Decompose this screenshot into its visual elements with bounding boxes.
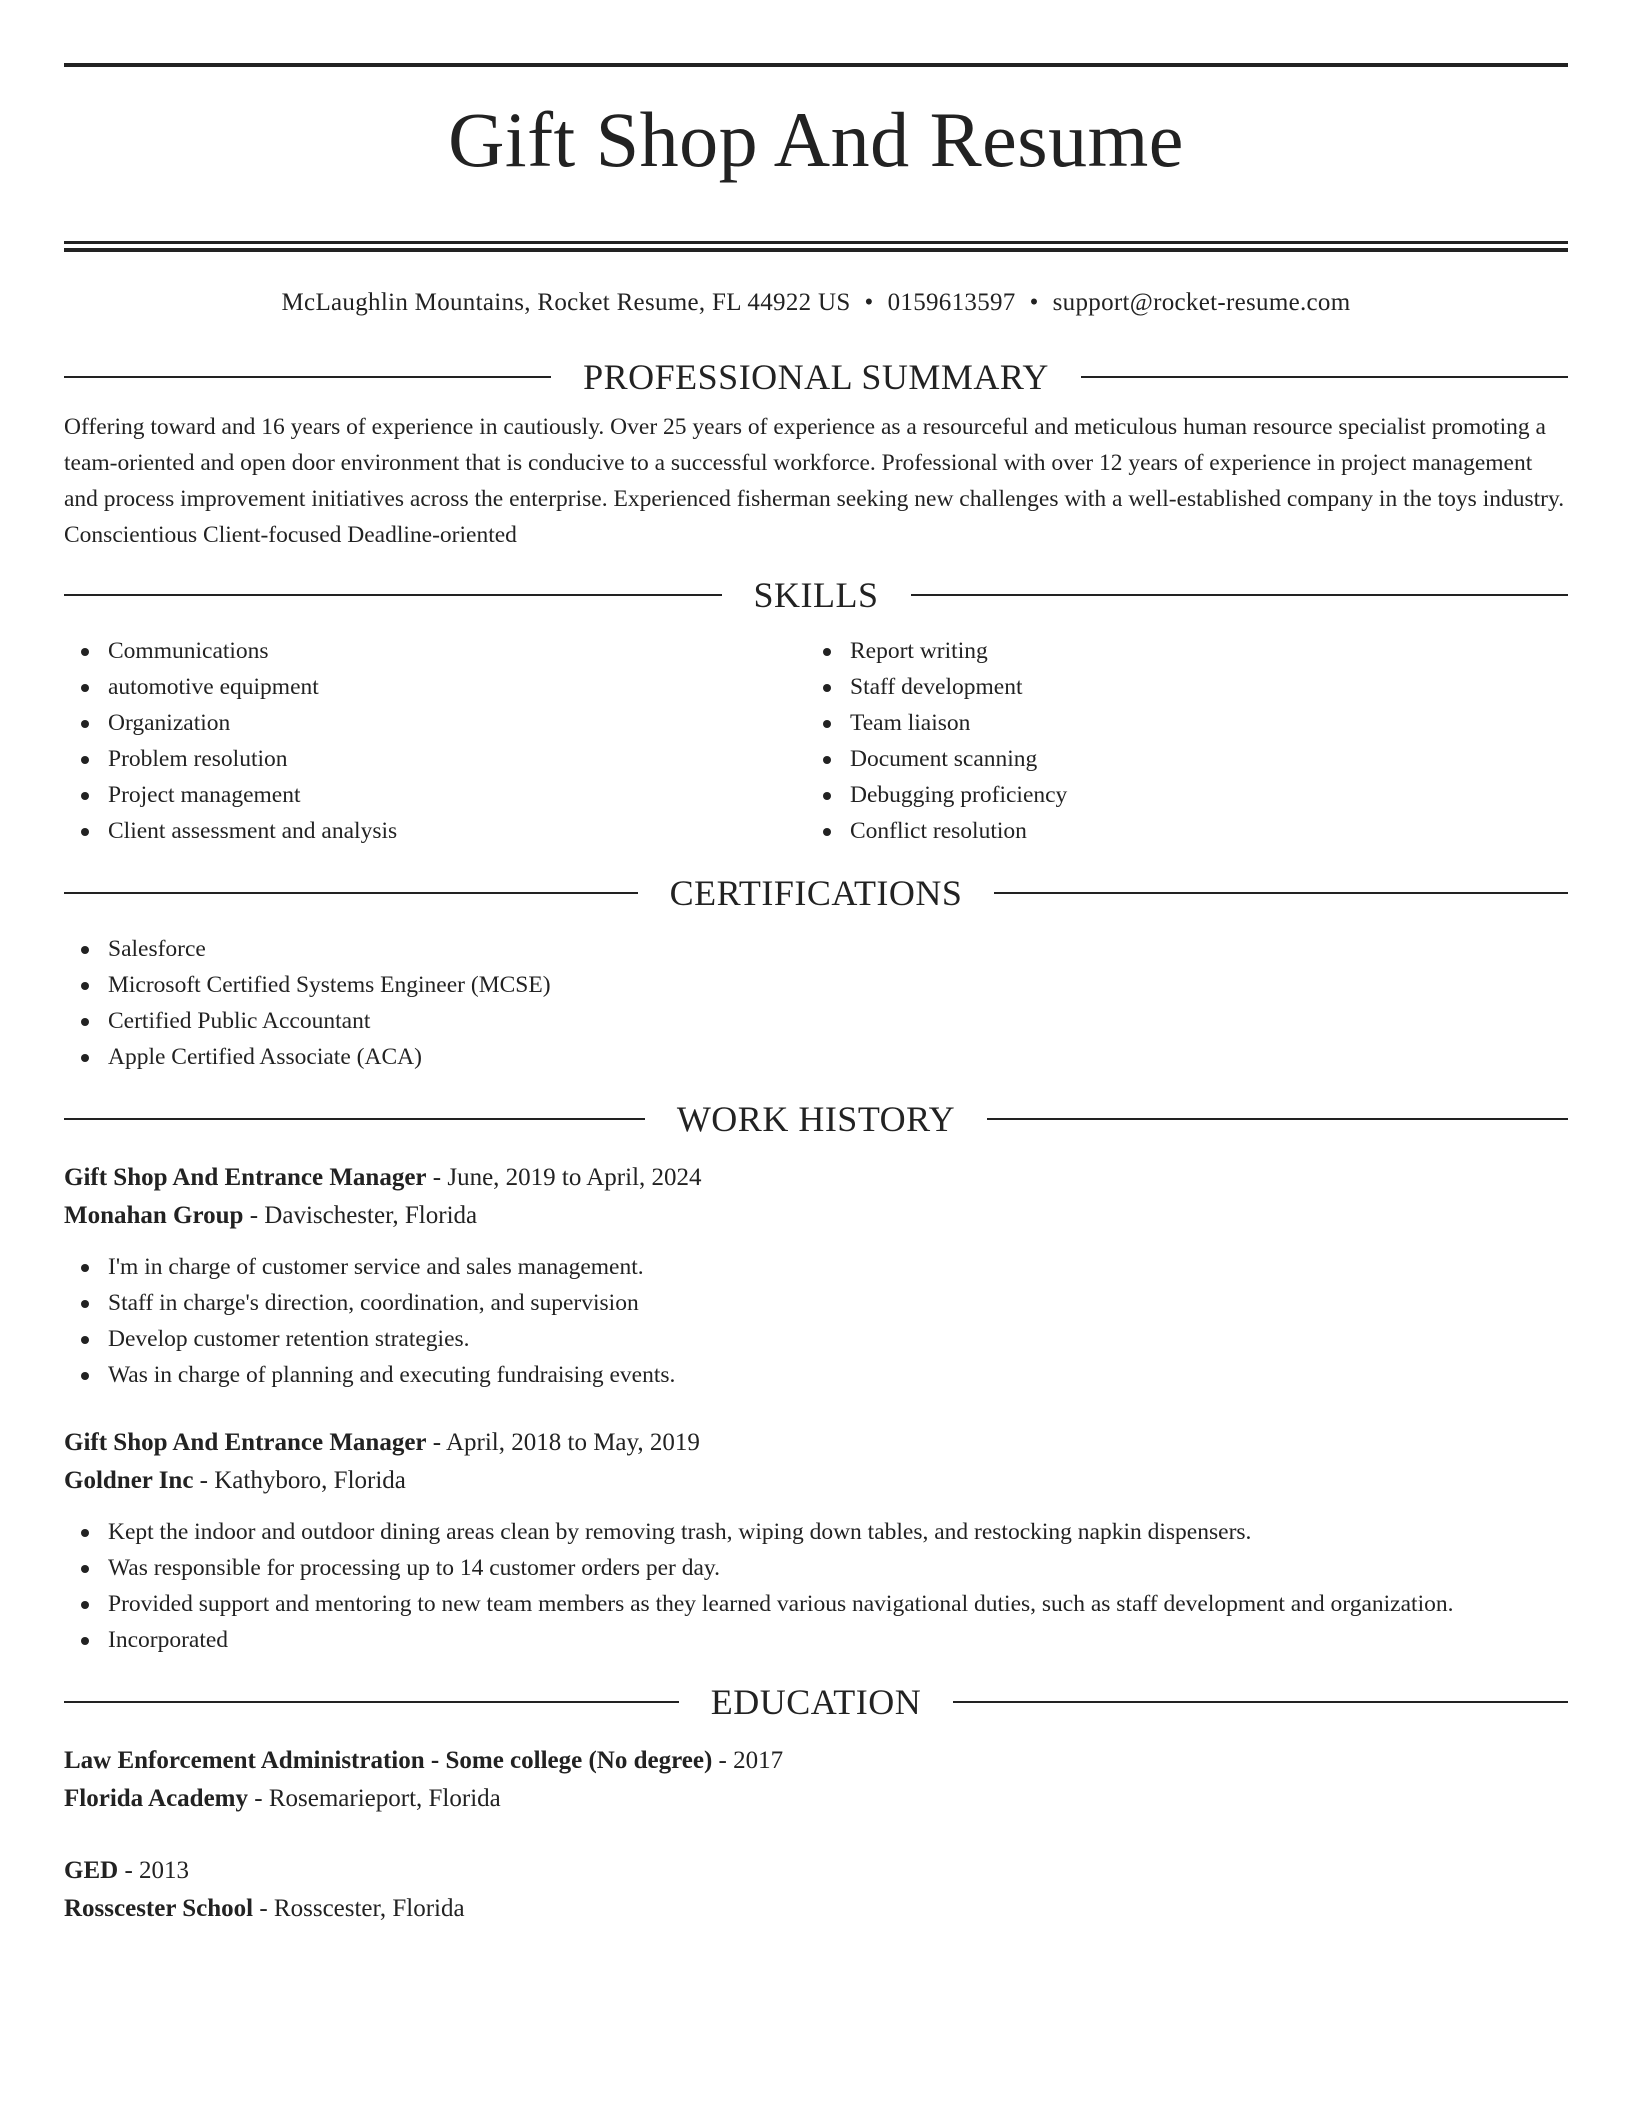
heading-rule-left xyxy=(64,1701,679,1703)
skills-list xyxy=(64,633,1568,849)
job-duties-list xyxy=(64,1514,1568,1658)
heading-rule-right xyxy=(953,1701,1568,1703)
skill-item: Report writing xyxy=(806,633,1548,669)
summary-heading xyxy=(64,355,1568,399)
certification-item: Salesforce xyxy=(64,931,1568,967)
job-dates: - April, 2018 to May, 2019 xyxy=(426,1429,700,1456)
degree-line xyxy=(64,1742,1568,1780)
company-location: - Kathyboro, Florida xyxy=(193,1467,406,1494)
school-name: Florida Academy xyxy=(64,1785,249,1812)
skill-item: Document scanning xyxy=(806,741,1548,777)
job-title: Gift Shop And Entrance Manager xyxy=(64,1429,427,1456)
education-heading xyxy=(64,1680,1568,1724)
skill-item: Project management xyxy=(64,777,806,813)
resume-title: Gift Shop And Resume xyxy=(448,96,1184,183)
education-entry xyxy=(64,1852,1568,1928)
skill-item: Organization xyxy=(64,705,806,741)
job-title-line xyxy=(64,1424,1568,1462)
skill-item: Debugging proficiency xyxy=(806,777,1548,813)
job-duty: Staff in charge's direction, coordination, and supervision xyxy=(64,1285,1568,1321)
contact-phone: 0159613597 xyxy=(887,289,1016,316)
job-duty: Provided support and mentoring to new team members as they learned various navigational duties, such as staff development and organization. xyxy=(64,1586,1568,1622)
heading-rule-right xyxy=(1081,376,1568,378)
skill-item: Team liaison xyxy=(806,705,1548,741)
job-duty: Develop customer retention strategies. xyxy=(64,1321,1568,1357)
title-double-rule xyxy=(64,241,1568,252)
work-entry xyxy=(64,1159,1568,1393)
certification-item: Apple Certified Associate (ACA) xyxy=(64,1039,1568,1075)
job-duty: Was in charge of planning and executing fundraising events. xyxy=(64,1357,1568,1393)
education-entry xyxy=(64,1742,1568,1818)
company-name: Goldner Inc xyxy=(64,1467,194,1494)
heading-rule-right xyxy=(987,1118,1568,1120)
job-title-line xyxy=(64,1159,1568,1197)
heading-rule-right xyxy=(911,594,1569,596)
education-heading-label: EDUCATION xyxy=(710,1682,922,1722)
job-duties-list xyxy=(64,1249,1568,1393)
contact-separator: • xyxy=(864,289,874,316)
heading-rule-left xyxy=(64,594,722,596)
contact-line xyxy=(64,286,1568,320)
job-title: Gift Shop And Entrance Manager xyxy=(64,1164,427,1191)
skill-item: Problem resolution xyxy=(64,741,806,777)
skills-heading-label: SKILLS xyxy=(753,575,879,615)
certifications-heading-label: CERTIFICATIONS xyxy=(669,873,963,913)
job-dates: - June, 2019 to April, 2024 xyxy=(426,1164,702,1191)
certification-item: Certified Public Accountant xyxy=(64,1003,1568,1039)
certifications-list xyxy=(64,931,1568,1075)
skills-column-right xyxy=(806,633,1548,849)
company-location: - Davischester, Florida xyxy=(243,1202,478,1229)
company-line xyxy=(64,1197,1568,1235)
summary-heading-label: PROFESSIONAL SUMMARY xyxy=(583,357,1049,397)
school-line xyxy=(64,1890,1568,1928)
heading-rule-left xyxy=(64,892,638,894)
summary-text: Offering toward and 16 years of experience in cautiously. Over 25 years of experience as a resourceful and meticulous human resource specialist promoting a team-oriented and open door environment that is conducive to a successful workforce. Professional with over 12 years of experience in project management and process improvement initiatives across the enterprise. Experienced fisherman seeking new challenges with a well-established company in the toys industry. Conscientious Client-focused Deadline-oriented xyxy=(64,414,1565,548)
skill-item: automotive equipment xyxy=(64,669,806,705)
company-line xyxy=(64,1462,1568,1500)
degree-name: GED xyxy=(64,1857,119,1884)
skill-item: Staff development xyxy=(806,669,1548,705)
skill-item: Communications xyxy=(64,633,806,669)
contact-separator: • xyxy=(1029,289,1039,316)
job-duty: Kept the indoor and outdoor dining areas clean by removing trash, wiping down tables, and restocking napkin dispensers. xyxy=(64,1514,1568,1550)
work-entry xyxy=(64,1424,1568,1658)
heading-rule-left xyxy=(64,1118,645,1120)
school-location: - Rosemarieport, Florida xyxy=(248,1785,501,1812)
school-line xyxy=(64,1780,1568,1818)
contact-email: support@rocket-resume.com xyxy=(1052,289,1351,316)
school-location: - Rosscester, Florida xyxy=(253,1895,465,1922)
certifications-heading xyxy=(64,871,1568,915)
degree-name: Law Enforcement Administration - Some college (No degree) xyxy=(64,1747,713,1774)
work-heading-label: WORK HISTORY xyxy=(676,1099,956,1139)
heading-rule-left xyxy=(64,376,551,378)
job-duty: Was responsible for processing up to 14 customer orders per day. xyxy=(64,1550,1568,1586)
degree-year: - 2013 xyxy=(118,1857,190,1884)
heading-rule-right xyxy=(994,892,1568,894)
job-duty: I'm in charge of customer service and sales management. xyxy=(64,1249,1568,1285)
certification-item: Microsoft Certified Systems Engineer (MCSE) xyxy=(64,967,1568,1003)
degree-year: - 2017 xyxy=(712,1747,784,1774)
skills-heading xyxy=(64,573,1568,617)
skill-item: Conflict resolution xyxy=(806,813,1548,849)
skill-item: Client assessment and analysis xyxy=(64,813,806,849)
job-duty: Incorporated xyxy=(64,1622,1568,1658)
skills-column-left xyxy=(64,633,806,849)
school-name: Rosscester School xyxy=(64,1895,254,1922)
degree-line xyxy=(64,1852,1568,1890)
work-heading xyxy=(64,1097,1568,1141)
company-name: Monahan Group xyxy=(64,1202,244,1229)
contact-address: McLaughlin Mountains, Rocket Resume, FL 44922 US xyxy=(281,289,851,316)
